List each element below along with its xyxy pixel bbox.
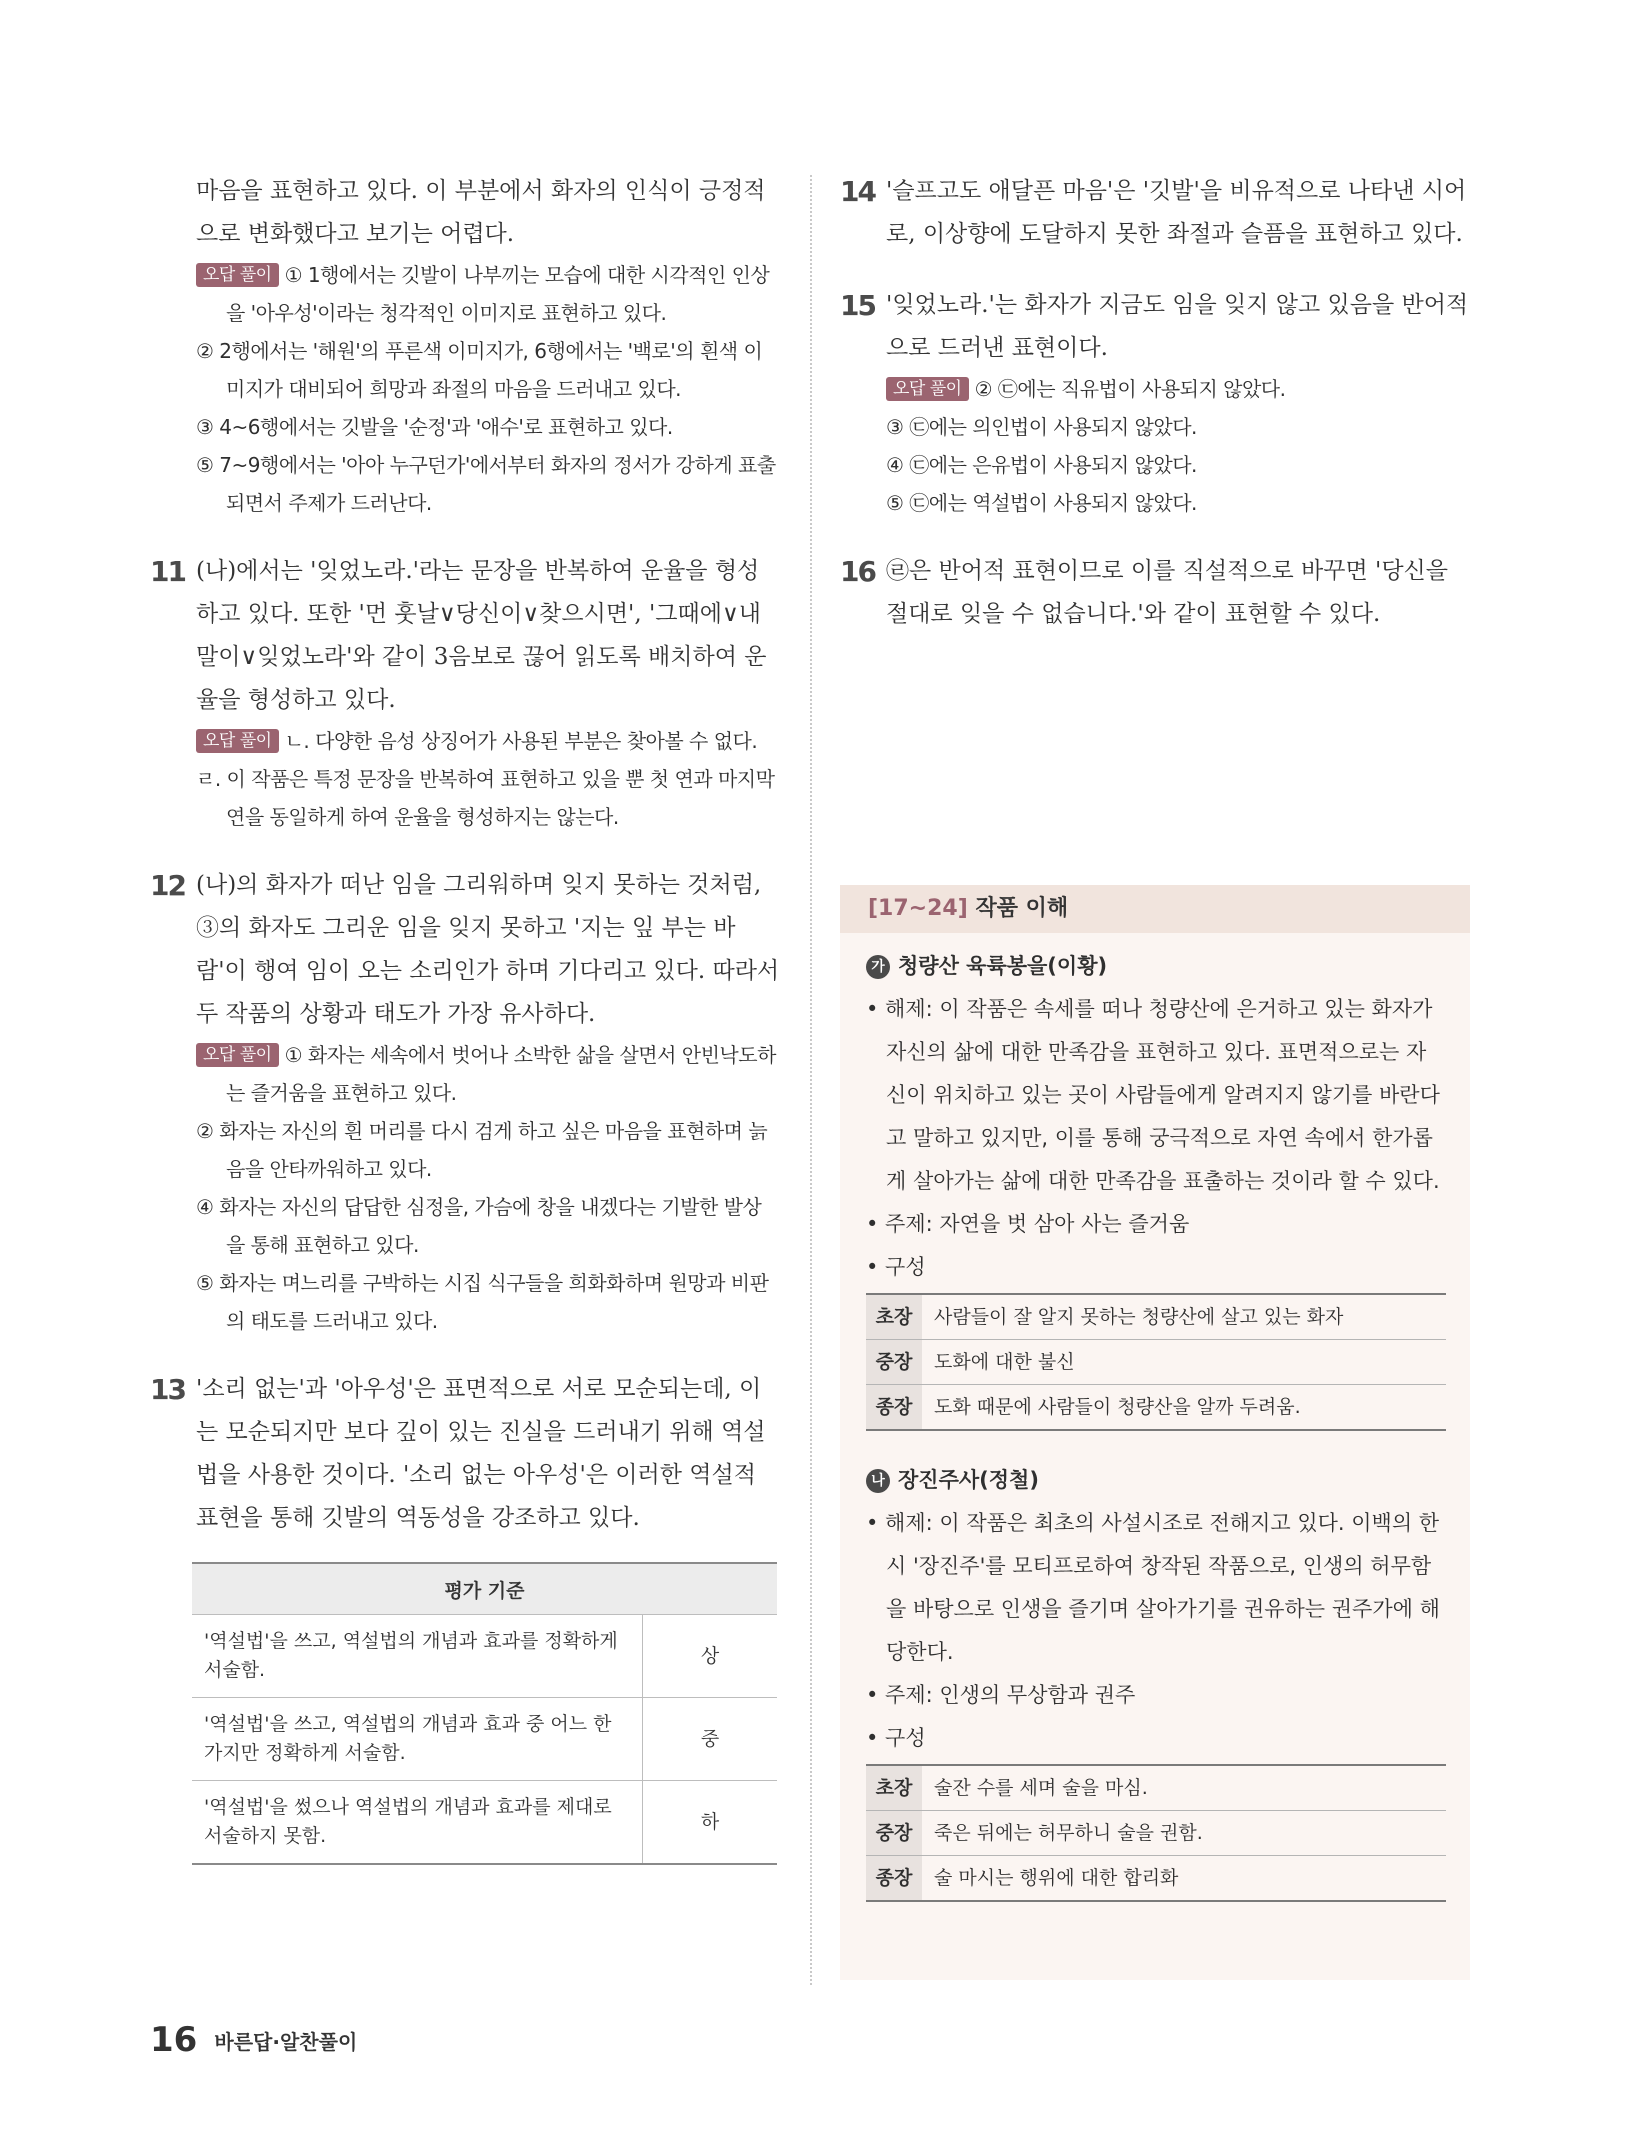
box-body (840, 933, 1470, 1902)
question-10-continued (150, 170, 780, 522)
q15-explanation: '잊었노라.'는 화자가 지금도 임을 잊지 않고 있음을 반어적으로 드러낸 표현이다. (886, 292, 1469, 361)
question-13 (150, 1368, 780, 1540)
q10-note-4: ⑤ 7~9행에서는 '아아 누구던가'에서부터 화자의 정서가 강하게 표출되면서 주제가 드러난다. (196, 453, 776, 515)
table-row (866, 1340, 1446, 1385)
work-commentary: • 해제: 이 작품은 최초의 사설시조로 전해지고 있다. 이백의 한시 '장진주'를 모티프로하여 창작된 작품으로, 인생의 허무함을 바탕으로 인생을 즐기며 살아가기를 권유하는 권주가에 해당한다. (866, 1511, 1440, 1664)
structure-label: 중장 (866, 1340, 922, 1385)
q12-explanation: (나)의 화자가 떠난 임을 그리워하며 잊지 못하는 것처럼, ③의 화자도 그리운 임을 잊지 못하고 '지는 잎 부는 바람'이 행여 임이 오는 소리인가 하며 기다리고 있다. 따라서 두 작품의 상황과 태도가 가장 유사하다. (196, 872, 780, 1027)
q12-note-4: ⑤ 화자는 며느리를 구박하는 시집 식구들을 희화화하며 원망과 비판의 태도를 드러내고 있다. (196, 1271, 769, 1333)
structure-table (866, 1764, 1446, 1902)
eval-criterion: '역설법'을 쓰고, 역설법의 개념과 효과 중 어느 한 가지만 정확하게 서술함. (192, 1698, 643, 1781)
question-number: 13 (150, 1373, 185, 1406)
question-number: 16 (840, 555, 875, 588)
table-row (866, 1294, 1446, 1340)
evaluation-criteria-table (192, 1562, 777, 1865)
question-number: 12 (150, 869, 185, 902)
structure-text: 죽은 뒤에는 허무하니 술을 권함. (922, 1811, 1446, 1856)
q10-explanation: 마음을 표현하고 있다. 이 부분에서 화자의 인식이 긍정적으로 변화했다고 보기는 어렵다. (196, 178, 766, 247)
q11-note-2: ㄹ. 이 작품은 특정 문장을 반복하여 표현하고 있을 뿐 첫 연과 마지막 연을 동일하게 하여 운율을 형성하지는 않는다. (196, 767, 775, 829)
question-number: 14 (840, 175, 875, 208)
question-range: [17~24] (868, 896, 968, 921)
q10-note-1: 오답 풀이 ① 1행에서는 깃발이 나부끼는 모습에 대한 시각적인 인상을 '아우성'이라는 청각적인 이미지로 표현하고 있다. (196, 256, 780, 332)
structure-text: 술 마시는 행위에 대한 합리화 (922, 1856, 1446, 1902)
work-theme: • 주제: 인생의 무상함과 권주 (866, 1683, 1136, 1707)
work-structure-label: • 구성 (866, 1255, 926, 1279)
question-16 (840, 550, 1470, 636)
structure-text: 도화 때문에 사람들이 청량산을 알까 두려움. (922, 1385, 1446, 1431)
q10-wrong-answer-notes (196, 256, 780, 522)
eval-grade: 하 (643, 1781, 778, 1865)
q13-explanation: '소리 없는'과 '아우성'은 표면적으로 서로 모순되는데, 이는 모순되지만 보다 깊이 있는 진실을 드러내기 위해 역설법을 사용한 것이다. '소리 없는 아우성'은 이러한 역설적 표현을 통해 깃발의 역동성을 강조하고 있다. (196, 1376, 766, 1531)
eval-table-header: 평가 기준 (192, 1563, 777, 1615)
wrong-answer-tag: 오답 풀이 (886, 377, 969, 401)
work-title: 가 청량산 육륙봉을(이황) (866, 945, 1444, 988)
q11-explanation: (나)에서는 '잊었노라.'라는 문장을 반복하여 운율을 형성하고 있다. 또한 '먼 훗날∨당신이∨찾으시면', '그때에∨내 말이∨잊었노라'와 같이 3음보로 끊어 읽도록 배치하여 운율을 형성하고 있다. (196, 558, 767, 713)
question-number: 15 (840, 289, 875, 322)
work-badge: 나 (866, 1469, 890, 1493)
question-15 (840, 284, 1470, 522)
wrong-answer-tag: 오답 풀이 (196, 263, 279, 287)
structure-text: 술잔 수를 세며 술을 마심. (922, 1765, 1446, 1811)
structure-table (866, 1293, 1446, 1431)
q10-note-2: ② 2행에서는 '해원'의 푸른색 이미지가, 6행에서는 '백로'의 흰색 이미지가 대비되어 희망과 좌절의 마음을 드러내고 있다. (196, 339, 763, 401)
table-row (866, 1385, 1446, 1431)
table-row (192, 1615, 777, 1698)
work-understanding-box (840, 885, 1470, 1980)
question-11 (150, 550, 780, 836)
question-14 (840, 170, 1470, 256)
right-column (840, 170, 1470, 1889)
structure-label: 종장 (866, 1385, 922, 1431)
q12-note-2: ② 화자는 자신의 흰 머리를 다시 검게 하고 싶은 마음을 표현하며 늙음을 안타까워하고 있다. (196, 1119, 768, 1181)
q12-wrong-answer-notes (196, 1036, 780, 1340)
table-row (866, 1765, 1446, 1811)
book-title: 바른답·알찬풀이 (214, 2029, 358, 2054)
q15-note-1: 오답 풀이 ② ㉢에는 직유법이 사용되지 않았다. (886, 370, 1470, 408)
q10-note-3: ③ 4~6행에서는 깃발을 '순정'과 '애수'로 표현하고 있다. (196, 415, 673, 439)
box-header (840, 885, 1470, 933)
wrong-answer-tag: 오답 풀이 (196, 729, 279, 753)
eval-grade: 상 (643, 1615, 778, 1698)
box-title: 작품 이해 (975, 896, 1069, 921)
structure-label: 중장 (866, 1811, 922, 1856)
table-row (866, 1856, 1446, 1902)
q15-note-2: ③ ㉢에는 의인법이 사용되지 않았다. (886, 415, 1197, 439)
table-row (866, 1811, 1446, 1856)
eval-criterion: '역설법'을 썼으나 역설법의 개념과 효과를 제대로 서술하지 못함. (192, 1781, 643, 1865)
structure-text: 도화에 대한 불신 (922, 1340, 1446, 1385)
structure-label: 초장 (866, 1765, 922, 1811)
q16-explanation: ㉣은 반어적 표현이므로 이를 직설적으로 바꾸면 '당신을 절대로 잊을 수 없습니다.'와 같이 표현할 수 있다. (886, 558, 1448, 627)
q15-note-3: ④ ㉢에는 은유법이 사용되지 않았다. (886, 453, 1197, 477)
q15-note-4: ⑤ ㉢에는 역설법이 사용되지 않았다. (886, 491, 1197, 515)
question-12 (150, 864, 780, 1340)
q11-note-1: 오답 풀이 ㄴ. 다양한 음성 상징어가 사용된 부분은 찾아볼 수 없다. (196, 722, 780, 760)
eval-criterion: '역설법'을 쓰고, 역설법의 개념과 효과를 정확하게 서술함. (192, 1615, 643, 1698)
q15-wrong-answer-notes (886, 370, 1470, 522)
page-footer (150, 2020, 357, 2060)
work-structure-label: • 구성 (866, 1726, 926, 1750)
q12-note-1: 오답 풀이 ① 화자는 세속에서 벗어나 소박한 삶을 살면서 안빈낙도하는 즐거움을 표현하고 있다. (196, 1036, 780, 1112)
wrong-answer-tag: 오답 풀이 (196, 1043, 279, 1067)
column-divider (810, 175, 812, 1985)
structure-text: 사람들이 잘 알지 못하는 청량산에 살고 있는 화자 (922, 1294, 1446, 1340)
table-row (192, 1781, 777, 1865)
left-column (150, 170, 780, 1865)
structure-label: 초장 (866, 1294, 922, 1340)
work-theme: • 주제: 자연을 벗 삼아 사는 즐거움 (866, 1212, 1190, 1236)
q12-note-3: ④ 화자는 자신의 답답한 심정을, 가슴에 창을 내겠다는 기발한 발상을 통해 표현하고 있다. (196, 1195, 762, 1257)
eval-grade: 중 (643, 1698, 778, 1781)
q14-explanation: '슬프고도 애달픈 마음'은 '깃발'을 비유적으로 나타낸 시어로, 이상향에 도달하지 못한 좌절과 슬픔을 표현하고 있다. (886, 178, 1467, 247)
question-number: 11 (150, 555, 185, 588)
structure-label: 종장 (866, 1856, 922, 1902)
work-badge: 가 (866, 955, 890, 979)
work-commentary: • 해제: 이 작품은 속세를 떠나 청량산에 은거하고 있는 화자가 자신의 삶에 대한 만족감을 표현하고 있다. 표면적으로는 자신이 위치하고 있는 곳이 사람들에게 알려지지 않기를 바란다고 말하고 있지만, 이를 통해 궁극적으로 자연 속에서 한가롭게 살아가는 삶에 대한 만족감을 표출하는 것이라 할 수 있다. (866, 997, 1440, 1193)
page-number: 16 (150, 2020, 198, 2060)
work-title: 나 장진주사(정철) (866, 1459, 1444, 1502)
q11-wrong-answer-notes (196, 722, 780, 836)
table-row (192, 1698, 777, 1781)
